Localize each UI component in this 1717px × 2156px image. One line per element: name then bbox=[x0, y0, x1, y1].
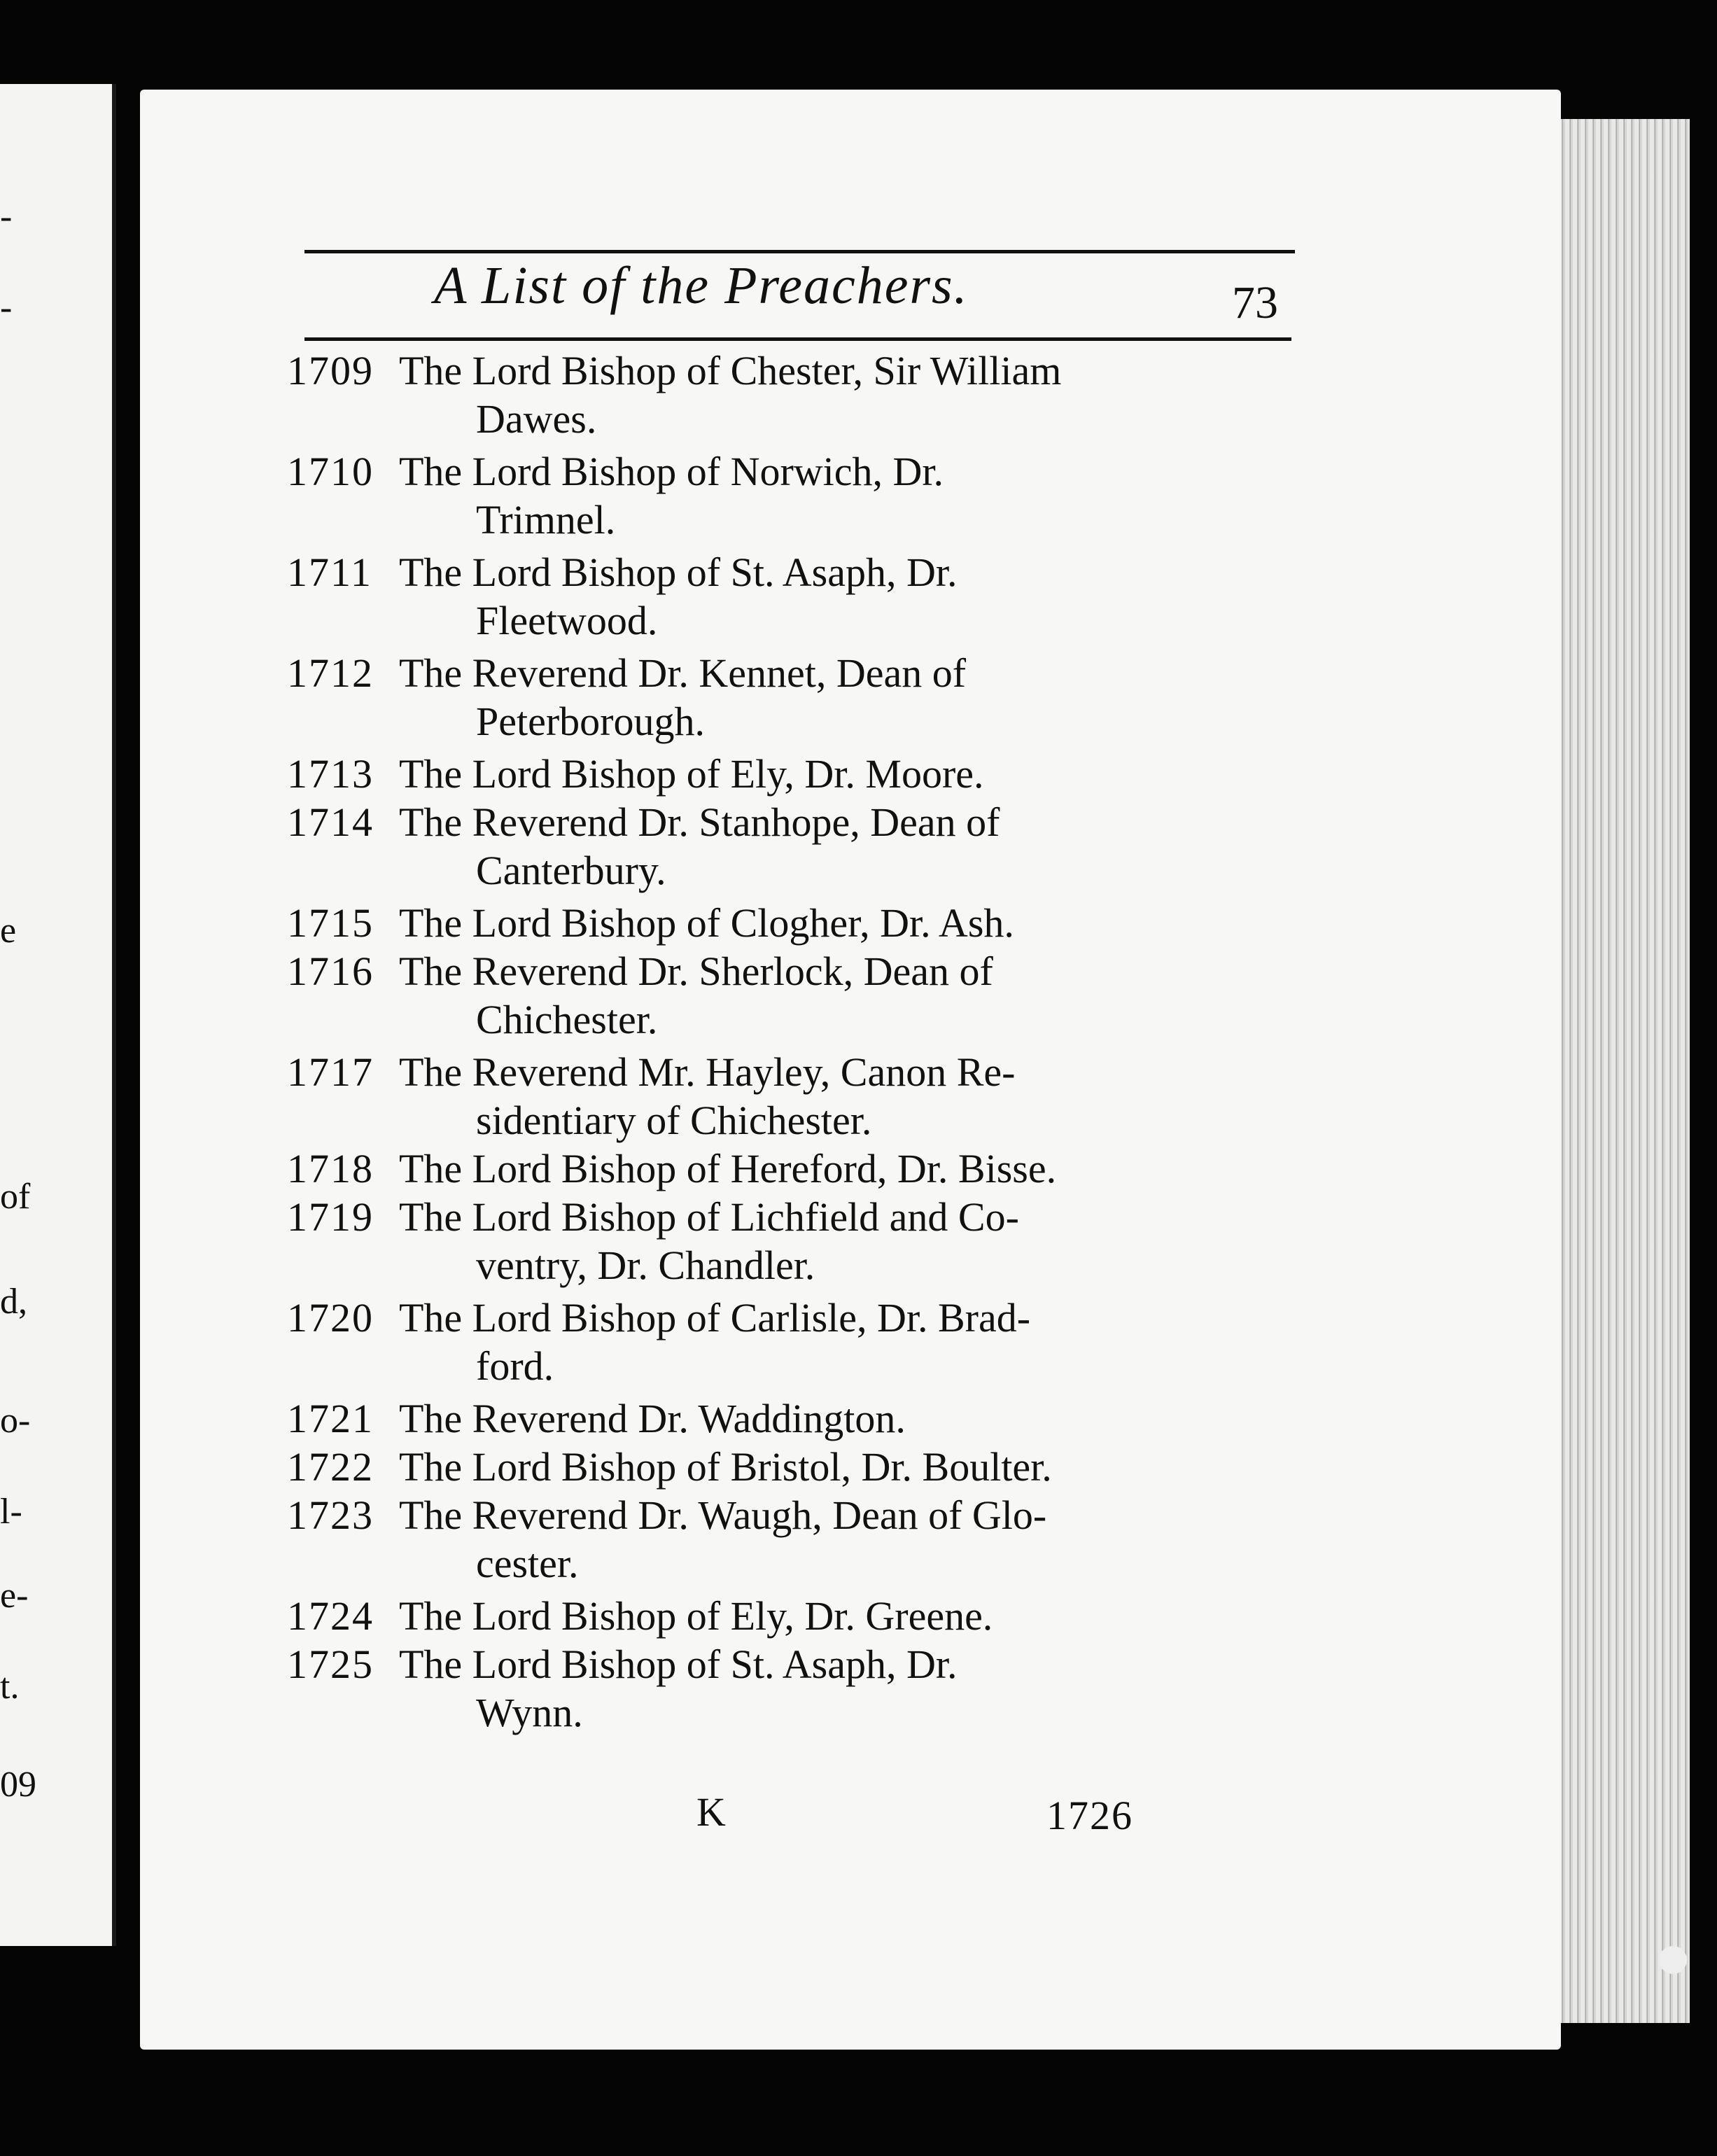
page-edges bbox=[1547, 119, 1690, 2023]
entry-continuation: cester. bbox=[476, 1541, 579, 1586]
entry-text: The Lord Bishop of Ely, Dr. Greene. bbox=[399, 1593, 993, 1639]
entry-year: 1711 bbox=[287, 550, 372, 595]
entry-text: The Lord Bishop of St. Asaph, Dr. bbox=[399, 1642, 958, 1687]
entry-continuation: ventry, Dr. Chandler. bbox=[476, 1242, 815, 1288]
entry-text: The Lord Bishop of Lichfield and Co- bbox=[399, 1194, 1019, 1240]
list-entry bbox=[287, 1294, 1309, 1390]
list-entry bbox=[287, 798, 1309, 895]
entry-year: 1716 bbox=[287, 948, 374, 994]
entry-continuation: Fleetwood. bbox=[476, 598, 658, 643]
entry-text: The Lord Bishop of Norwich, Dr. bbox=[399, 449, 944, 494]
entry-continuation: Trimnel. bbox=[476, 497, 616, 542]
entry-year: 1714 bbox=[287, 799, 374, 845]
entry-text: The Lord Bishop of Clogher, Dr. Ash. bbox=[399, 900, 1014, 946]
entry-year: 1723 bbox=[287, 1492, 374, 1538]
list-entry bbox=[287, 947, 1309, 1044]
signature-mark: K bbox=[696, 1789, 726, 1835]
entry-year: 1712 bbox=[287, 650, 374, 696]
entry-continuation: Wynn. bbox=[476, 1690, 583, 1735]
entry-year: 1717 bbox=[287, 1049, 374, 1095]
left-page-fragment: of bbox=[0, 1177, 31, 1217]
entry-text: The Reverend Dr. Waddington. bbox=[399, 1396, 906, 1441]
entry-year: 1709 bbox=[287, 348, 374, 393]
left-page-fragment: e bbox=[0, 911, 17, 951]
list-entry bbox=[287, 1144, 1309, 1193]
left-page-fragment: o- bbox=[0, 1401, 31, 1441]
page-number: 73 bbox=[1232, 277, 1278, 328]
left-page-fragment: - bbox=[0, 288, 13, 328]
entry-text: The Reverend Dr. Waugh, Dean of Glo- bbox=[399, 1492, 1047, 1538]
entry-continuation: Peterborough. bbox=[476, 699, 705, 744]
entry-text: The Reverend Dr. Stanhope, Dean of bbox=[399, 799, 1000, 845]
list-entry bbox=[287, 899, 1309, 947]
entry-text: The Reverend Dr. Sherlock, Dean of bbox=[399, 948, 993, 994]
entry-year: 1721 bbox=[287, 1396, 374, 1441]
left-page-fragment: l- bbox=[0, 1492, 22, 1532]
entry-text: The Lord Bishop of Chester, Sir William bbox=[399, 348, 1062, 393]
entry-continuation: Chichester. bbox=[476, 997, 658, 1042]
entry-text: The Lord Bishop of St. Asaph, Dr. bbox=[399, 550, 958, 595]
list-entry bbox=[287, 1491, 1309, 1588]
entry-year: 1713 bbox=[287, 751, 374, 797]
list-entry bbox=[287, 1048, 1309, 1144]
header-rule bbox=[304, 337, 1291, 341]
left-page-fragment: t. bbox=[0, 1667, 20, 1707]
left-page-fragment: e- bbox=[0, 1576, 29, 1616]
previous-page-edge bbox=[0, 84, 116, 1946]
entry-text: The Lord Bishop of Ely, Dr. Moore. bbox=[399, 751, 984, 797]
entry-text: The Reverend Dr. Kennet, Dean of bbox=[399, 650, 967, 696]
entry-year: 1725 bbox=[287, 1642, 374, 1687]
list-entry bbox=[287, 649, 1309, 746]
list-entry bbox=[287, 1640, 1309, 1737]
entry-year: 1722 bbox=[287, 1444, 374, 1490]
list-entry bbox=[287, 447, 1309, 544]
entry-year: 1724 bbox=[287, 1593, 374, 1639]
entry-text: The Lord Bishop of Carlisle, Dr. Brad- bbox=[399, 1295, 1031, 1340]
entry-year: 1719 bbox=[287, 1194, 374, 1240]
entry-text: The Reverend Mr. Hayley, Canon Re- bbox=[399, 1049, 1016, 1095]
entry-year: 1710 bbox=[287, 449, 374, 494]
paper-speck bbox=[1659, 1946, 1687, 1974]
left-page-fragment: - bbox=[0, 197, 13, 237]
list-entry bbox=[287, 548, 1309, 645]
catchword: 1726 bbox=[1046, 1793, 1133, 1838]
list-entry bbox=[287, 750, 1309, 798]
entry-year: 1720 bbox=[287, 1295, 374, 1340]
list-entry bbox=[287, 1193, 1309, 1289]
entry-continuation: sidentiary of Chichester. bbox=[476, 1098, 872, 1143]
entry-continuation: Canterbury. bbox=[476, 848, 666, 893]
running-head: A List of the Preachers. bbox=[434, 256, 969, 315]
preachers-list bbox=[287, 346, 1309, 1737]
entry-year: 1718 bbox=[287, 1146, 374, 1191]
list-entry bbox=[287, 1394, 1309, 1443]
header-rule bbox=[304, 250, 1295, 253]
entry-year: 1715 bbox=[287, 900, 374, 946]
entry-text: The Lord Bishop of Hereford, Dr. Bisse. bbox=[399, 1146, 1057, 1191]
list-entry bbox=[287, 1592, 1309, 1640]
left-page-fragment: 09 bbox=[0, 1765, 36, 1805]
entry-text: The Lord Bishop of Bristol, Dr. Boulter. bbox=[399, 1444, 1052, 1490]
list-entry bbox=[287, 346, 1309, 443]
entry-continuation: ford. bbox=[476, 1343, 554, 1389]
entry-continuation: Dawes. bbox=[476, 396, 597, 442]
left-page-fragment: d, bbox=[0, 1282, 27, 1322]
list-entry bbox=[287, 1443, 1309, 1491]
